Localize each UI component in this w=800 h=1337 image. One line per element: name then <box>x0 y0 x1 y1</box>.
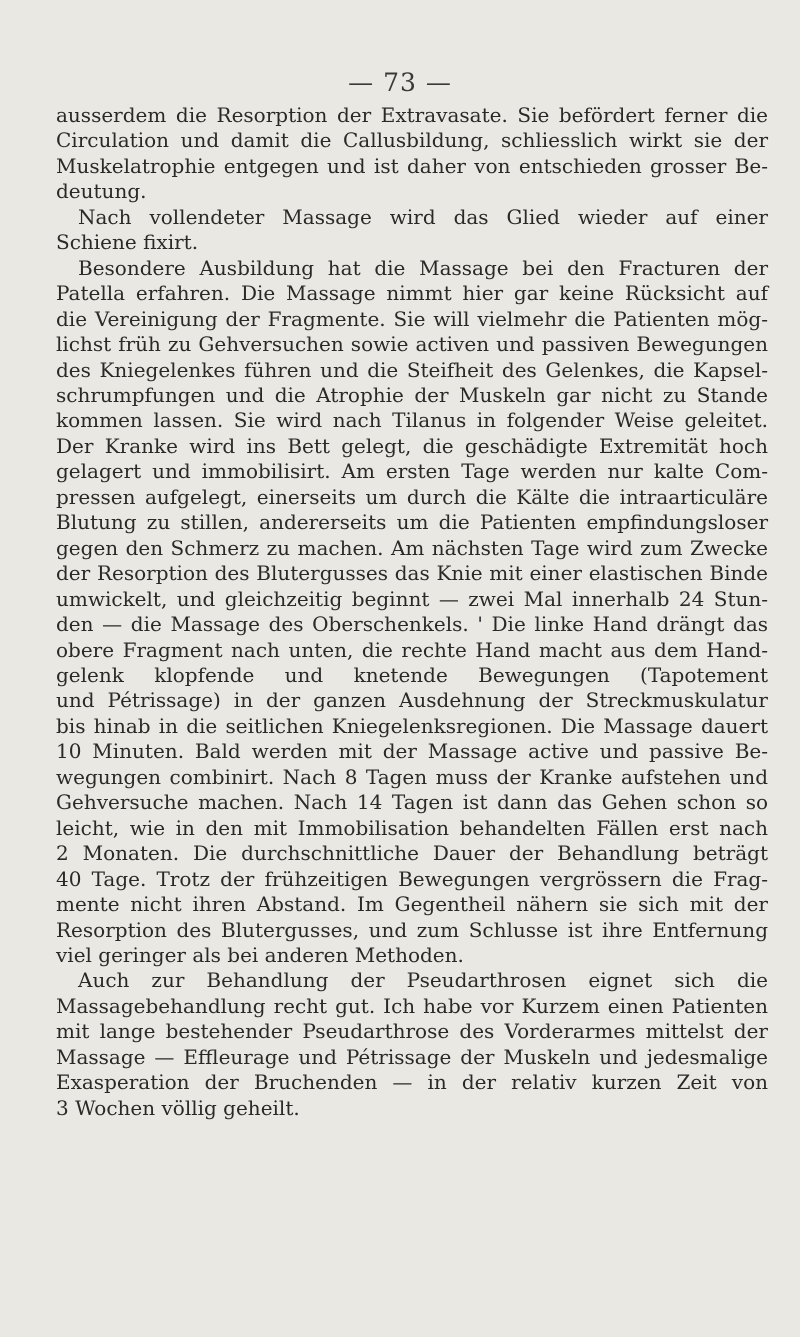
text-line: gegen den Schmerz zu machen. Am nächsten Tage wird zum Zwecke <box>56 535 768 560</box>
text-line: Massagebehandlung recht gut. Ich habe vor Kurzem einen Patienten <box>56 993 768 1018</box>
text-line: lichst früh zu Gehversuchen sowie activen und passiven Bewegungen <box>56 332 768 357</box>
text-line: Circulation und damit die Callusbildung, schliesslich wirkt sie der <box>56 128 768 153</box>
text-line: Nach vollendeter Massage wird das Glied wieder auf einer <box>78 204 768 229</box>
text-line: viel geringer als bei anderen Methoden. <box>56 942 464 967</box>
text-line: pressen aufgelegt, einerseits um durch die Kälte die intraarticuläre <box>56 484 768 509</box>
page-number: — 73 — <box>348 68 452 97</box>
text-line: umwickelt, und gleichzeitig beginnt — zwei Mal innerhalb 24 Stun- <box>56 586 768 611</box>
text-line: gelenk klopfende und knetende Bewegungen (Tapotement <box>56 662 768 687</box>
text-line: Massage — Effleurage und Pétrissage der Muskeln und jedesmalige <box>56 1044 768 1069</box>
text-line: Patella erfahren. Die Massage nimmt hier gar keine Rücksicht auf <box>56 281 768 306</box>
text-line: 10 Minuten. Bald werden mit der Massage active und passive Be- <box>56 739 768 764</box>
text-line: 3 Wochen völlig geheilt. <box>56 1095 300 1120</box>
text-line: mit lange bestehender Pseudarthrose des Vorderarmes mittelst der <box>56 1019 768 1044</box>
text-line: wegungen combinirt. Nach 8 Tagen muss der Kranke aufstehen und <box>56 764 768 789</box>
body-text <box>56 103 768 1121</box>
text-line: 2 Monaten. Die durchschnittliche Dauer der Behandlung beträgt <box>56 841 768 866</box>
text-line: leicht, wie in den mit Immobilisation behandelten Fällen erst nach <box>56 815 768 840</box>
text-line: Der Kranke wird ins Bett gelegt, die geschädigte Extremität hoch <box>56 433 768 458</box>
text-line: Besondere Ausbildung hat die Massage bei den Fracturen der <box>78 255 768 280</box>
text-line: des Kniegelenkes führen und die Steifheit des Gelenkes, die Kapsel- <box>56 357 768 382</box>
text-line: Schiene fixirt. <box>56 230 199 255</box>
text-line: ausserdem die Resorption der Extravasate. Sie befördert ferner die <box>56 103 768 127</box>
text-line: gelagert und immobilisirt. Am ersten Tage werden nur kalte Com- <box>56 459 768 484</box>
text-line: Blutung zu stillen, andererseits um die Patienten empfindungsloser <box>56 510 768 535</box>
text-line: schrumpfungen und die Atrophie der Muskeln gar nicht zu Stande <box>56 382 768 407</box>
text-line: Exasperation der Bruchenden — in der relativ kurzen Zeit von <box>56 1070 768 1095</box>
text-line: der Resorption des Blutergusses das Knie mit einer elastischen Binde <box>56 561 768 586</box>
text-line: bis hinab in die seitlichen Kniegelenksregionen. Die Massage dauert <box>56 713 768 738</box>
text-line: Muskelatrophie entgegen und ist daher von entschieden grosser Be- <box>56 153 768 178</box>
text-line: mente nicht ihren Abstand. Im Gegentheil nähern sie sich mit der <box>56 892 768 917</box>
text-line: Auch zur Behandlung der Pseudarthrosen eignet sich die <box>78 968 768 993</box>
text-line: Gehversuche machen. Nach 14 Tagen ist dann das Gehen schon so <box>56 790 768 815</box>
text-line: 40 Tage. Trotz der frühzeitigen Bewegungen vergrössern die Frag- <box>56 866 768 891</box>
text-line: obere Fragment nach unten, die rechte Hand macht aus dem Hand- <box>56 637 768 662</box>
text-line: den — die Massage des Oberschenkels. ' Die linke Hand drängt das <box>56 612 768 637</box>
text-line: die Vereinigung der Fragmente. Sie will vielmehr die Patienten mög- <box>56 306 768 331</box>
text-line: und Pétrissage) in der ganzen Ausdehnung der Streckmuskulatur <box>56 688 768 713</box>
text-line: deutung. <box>56 179 147 204</box>
text-line: Resorption des Blutergusses, und zum Schlusse ist ihre Entfernung <box>56 917 768 942</box>
text-line: kommen lassen. Sie wird nach Tilanus in folgender Weise geleitet. <box>56 408 768 433</box>
